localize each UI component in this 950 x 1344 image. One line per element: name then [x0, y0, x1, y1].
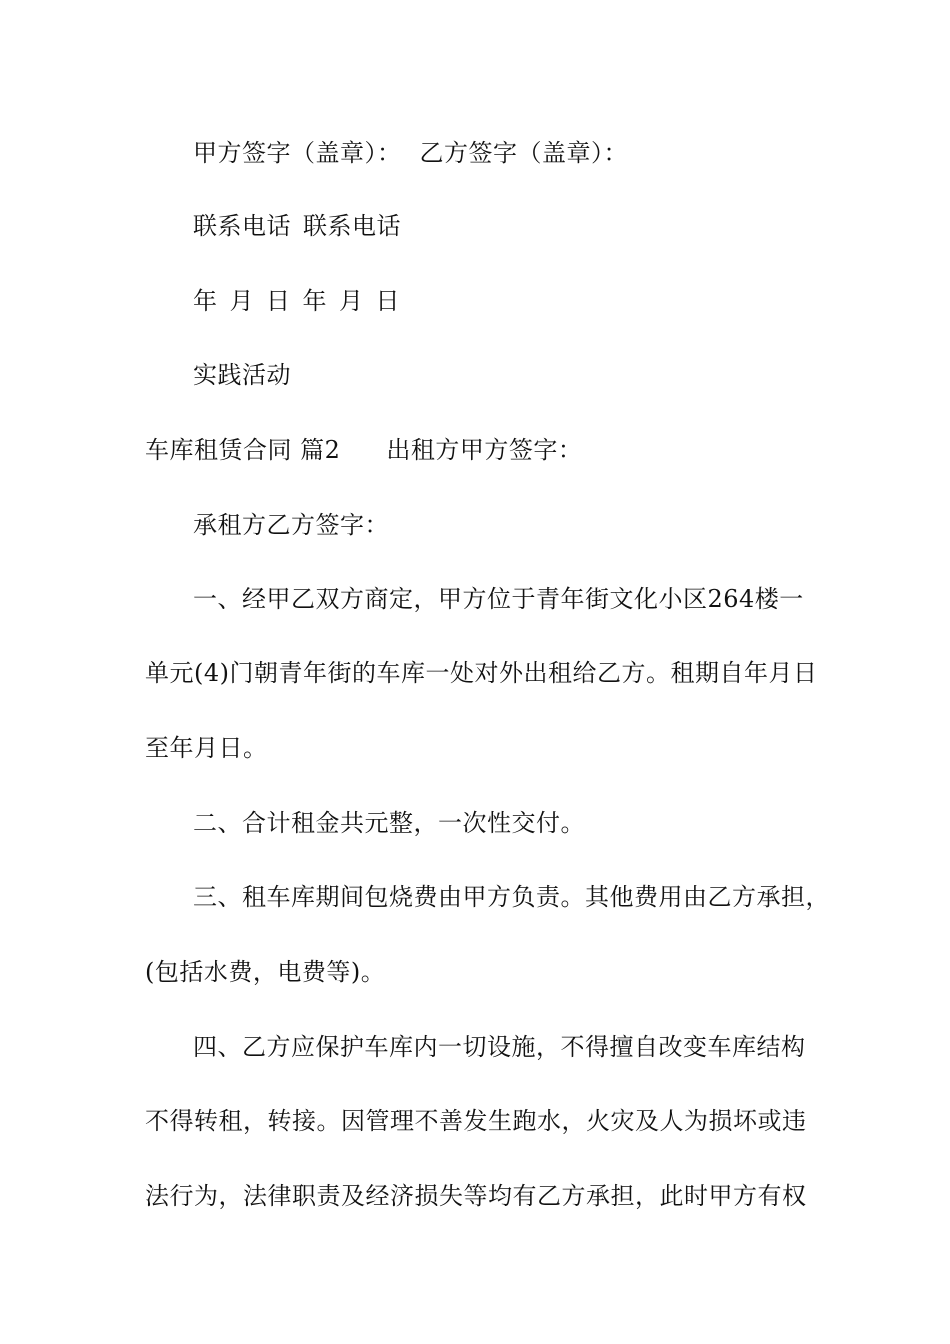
party-a-date-month: 月: [229, 287, 254, 315]
lessee-signature-label: 承租方乙方签字：: [193, 511, 389, 539]
clause-2-line-1: 二、合计租金共元整，一次性交付。: [193, 809, 585, 837]
party-a-signature-label: 甲方签字（盖章）：: [193, 139, 402, 167]
contact-line: [193, 211, 401, 241]
clause-4-line-3: 法行为，法律职责及经济损失等均有乙方承担，此时甲方有权: [145, 1182, 807, 1210]
section2-heading-line: [145, 435, 582, 465]
lessor-signature-label: 出租方甲方签字：: [386, 436, 583, 464]
signature-line: [193, 138, 628, 168]
date-line: [193, 286, 400, 316]
party-b-date-month: 月: [339, 287, 364, 315]
party-b-contact-label: 联系电话: [303, 212, 401, 240]
clause-3-line-1: 三、租车库期间包烧费由甲方负责。其他费用由乙方承担，: [193, 883, 830, 911]
party-b-date-day: 日: [375, 287, 400, 315]
clause-1-line-3: 至年月日。: [145, 734, 268, 762]
party-a-contact-label: 联系电话: [193, 212, 291, 240]
clause-4-line-1: 四、乙方应保护车库内一切设施，不得擅自改变车库结构: [193, 1033, 806, 1061]
clause-4-line-2: 不得转租，转接。因管理不善发生跑水，火灾及人为损坏或违: [145, 1107, 807, 1135]
party-b-date-year: 年: [302, 287, 327, 315]
section2-title: 车库租赁合同 篇2: [145, 436, 341, 464]
clause-3-line-2: (包括水费，电费等)。: [145, 958, 386, 986]
practice-activity-text: 实践活动: [193, 361, 291, 389]
clause-1-line-2: 单元(4)门朝青年街的车库一处对外出租给乙方。租期自年月日: [145, 659, 818, 687]
clause-1-line-1: 一、经甲乙双方商定，甲方位于青年街文化小区264楼一: [193, 585, 804, 613]
party-a-date-day: 日: [266, 287, 291, 315]
party-b-signature-label: 乙方签字（盖章）：: [419, 139, 628, 167]
party-a-date-year: 年: [193, 287, 218, 315]
